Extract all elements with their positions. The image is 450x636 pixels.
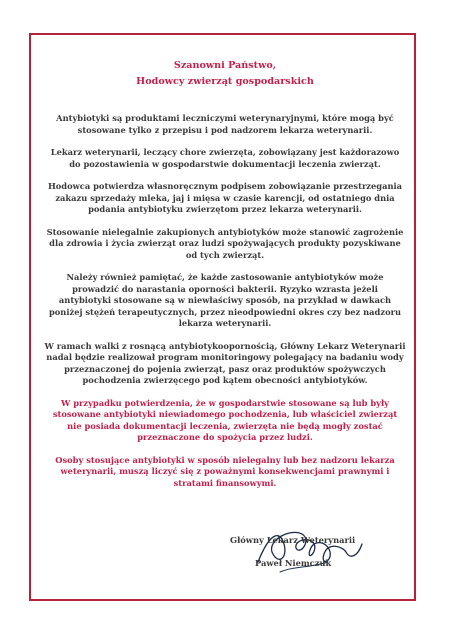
text-line: nie posiada dokumentacji leczenia, zwierzęta nie będą mogły zostać (67, 420, 383, 431)
paragraph-8-warning (38, 455, 412, 490)
text-line: antybiotyki stosowane są w niewłaściwy sposób, na przykład w dawkach (58, 295, 392, 305)
text-line: od tych zwierząt. (185, 249, 265, 260)
text-line: przeznaczonej do pojenia zwierząt, pasz oraz produktów spożywczych (64, 363, 386, 374)
signature-name: Paweł Niemczuk (255, 557, 332, 568)
text-line: pochodzenia zwierzęcego pod kątem obecności antybiotyków. (82, 375, 368, 385)
greeting (38, 58, 412, 90)
paragraph-1 (38, 113, 412, 136)
signature-block (230, 535, 355, 569)
text-line: nadal będzie realizował program monitoringowy polegający na badaniu wody (46, 352, 404, 362)
paragraph-4 (38, 227, 412, 262)
text-line: poniżej stężeń terapeutycznych, przez nieodpowiedni okres czy bez nadzoru (48, 306, 402, 317)
text-line: dla zdrowia i życia zwierząt oraz ludzi spożywających produkty pozyskiwane (49, 238, 401, 248)
paragraph-5 (38, 272, 412, 330)
text-line: Stosowanie nielegalnie zakupionych antybiotyków może stanowić zagrożenie (46, 226, 404, 237)
text-line: Antybiotyki są produktami leczniczymi weterynaryjnymi, które mogą być (56, 113, 394, 123)
text-line: Należy również pamiętać, że każde zastosowanie antybiotyków może (66, 272, 384, 282)
paragraph-7-warning (38, 398, 412, 444)
text-line: stosowane tylko z przepisu i pod nadzorem lekarza weterynarii. (77, 124, 373, 135)
letter-body (38, 58, 412, 500)
paragraph-2 (38, 147, 412, 170)
text-line: zakazu sprzedaży mleka, jaj i mięsa w czasie karencji, od ostatniego dnia (55, 192, 395, 203)
text-line: stratami finansowymi. (173, 477, 277, 488)
text-line: weterynarii, muszą liczyć się z poważnymi konsekwencjami prawnymi i (60, 466, 390, 476)
text-line: prowadzić do narastania oporności bakterii. Ryzyko wzrasta jeżeli (72, 283, 378, 294)
text-line: Hodowca potwierdza własnoręcznym podpisem zobowiązanie przestrzegania (47, 181, 403, 191)
text-line: lekarza weterynarii. (178, 318, 272, 328)
paragraph-3 (38, 181, 412, 216)
text-line: podania antybiotyku zwierzętom przez lekarza weterynarii. (88, 204, 362, 214)
text-line: W ramach walki z rosnącą antybiotykoopornością, Główny Lekarz Weterynarii (44, 340, 406, 351)
text-line: do pozostawienia w gospodarstwie dokumentacji leczenia zwierząt. (69, 158, 381, 169)
signature-title: Główny Lekarz Weterynarii (230, 535, 356, 545)
text-line: przeznaczone do spożycia przez ludzi. (137, 432, 313, 442)
text-line: stosowane antybiotyki niewiadomego pochodzenia, lub właściciel zwierząt (52, 409, 398, 419)
paragraph-6 (38, 341, 412, 387)
text-line: W przypadku potwierdzenia, że w gospodarstwie stosowane są lub były (61, 397, 389, 408)
greeting-line-2: Hodowcy zwierząt gospodarskich (136, 76, 314, 87)
text-line: Lekarz weterynarii, leczący chore zwierzęta, zobowiązany jest każdorazowo (50, 147, 400, 157)
greeting-line-1: Szanowni Państwo, (173, 60, 277, 71)
text-line: Osoby stosujące antybiotyki w sposób nielegalny lub bez nadzoru lekarza (55, 454, 395, 465)
